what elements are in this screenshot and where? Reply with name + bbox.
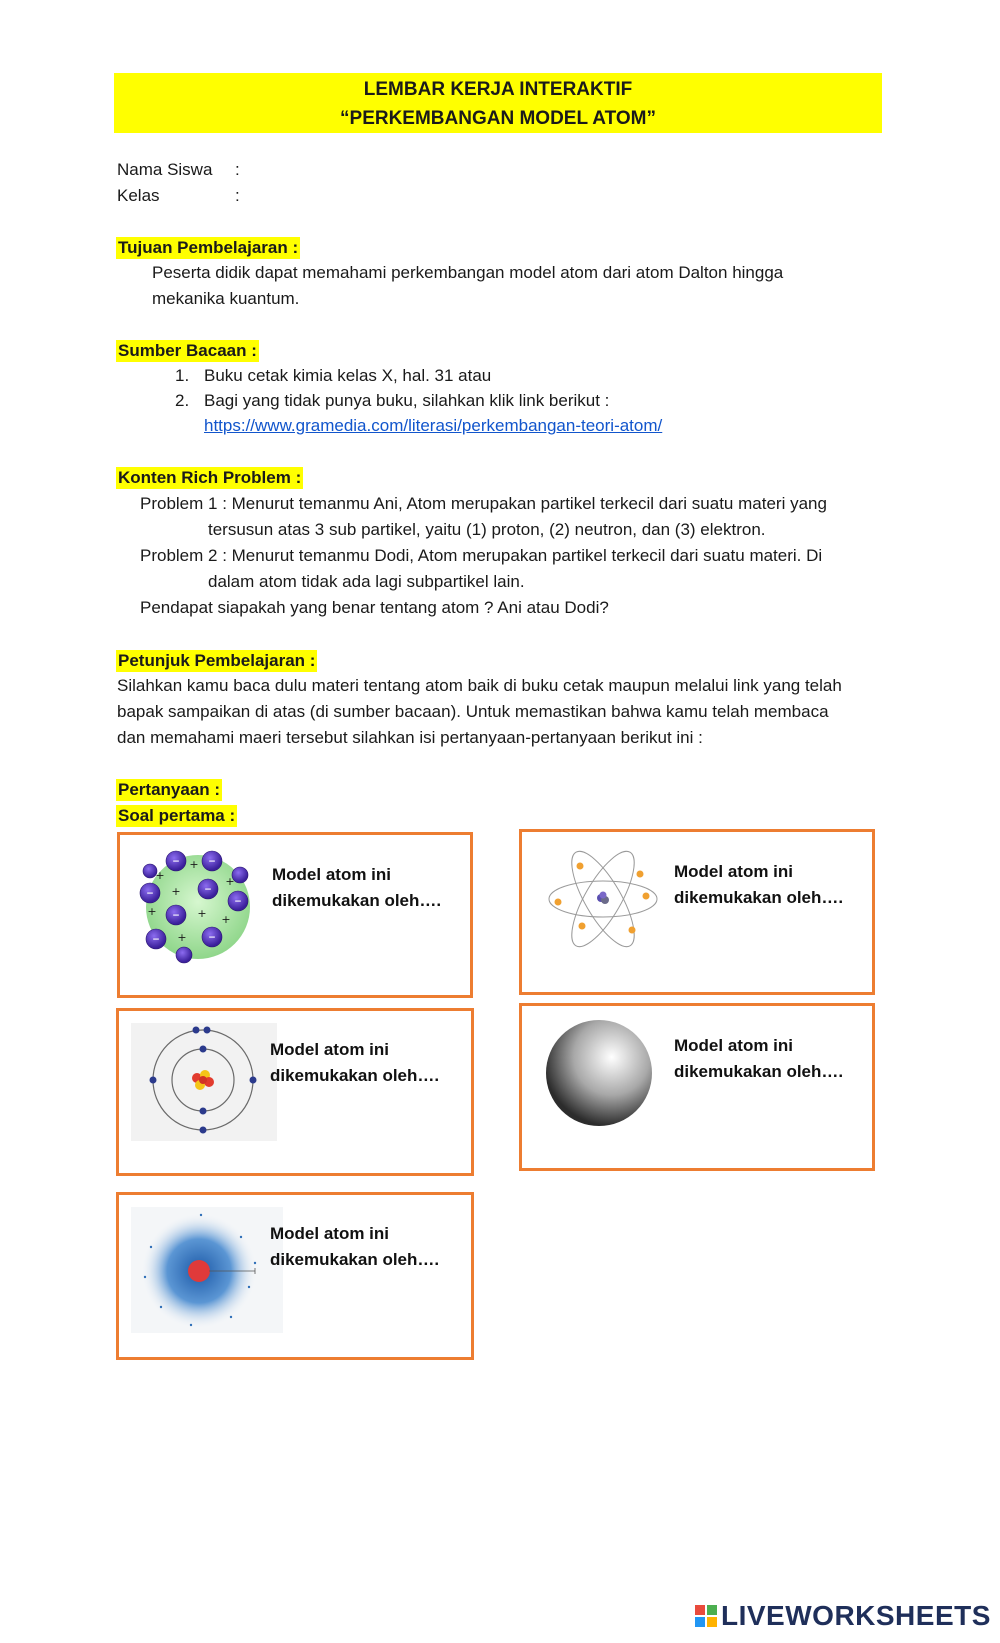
pertanyaan-heading: Pertanyaan : [118, 780, 221, 799]
student-name-row [117, 160, 240, 180]
card-4-line-2: dikemukakan oleh…. [674, 1062, 844, 1081]
petunjuk-heading: Petunjuk Pembelajaran : [118, 651, 316, 670]
title-banner [114, 73, 882, 133]
soal-pertama-heading: Soal pertama : [118, 806, 236, 825]
question-card-thomson [117, 832, 473, 998]
petunjuk-line-2: bapak sampaikan di atas (di sumber bacaan). Untuk memastikan bahwa kamu telah membaca [117, 702, 829, 721]
svg-text:+: + [197, 907, 207, 920]
liveworksheets-logo [695, 1600, 991, 1632]
problem-1-line-2: tersusun atas 3 sub partikel, yaitu (1) proton, (2) neutron, dan (3) elektron. [208, 520, 766, 539]
student-name-colon: : [235, 160, 240, 179]
svg-text:+: + [147, 905, 157, 918]
class-row [117, 186, 240, 206]
bohr-image-frame [131, 1023, 277, 1141]
card-5-line-2: dikemukakan oleh…. [270, 1250, 440, 1269]
svg-text:−: − [208, 857, 216, 867]
question-card-quantum [116, 1192, 474, 1360]
svg-text:−: − [146, 889, 154, 899]
rutherford-atom-icon [544, 844, 662, 954]
problem-question: Pendapat siapakah yang benar tentang atom ? Ani atau Dodi? [140, 598, 609, 617]
petunjuk-line-3: dan memahami maeri tersebut silahkan isi pertanyaan-pertanyaan berikut ini : [117, 728, 703, 747]
dalton-sphere-icon [544, 1018, 654, 1128]
tujuan-line-2: mekanika kuantum. [152, 289, 300, 308]
title-line-2: “PERKEMBANGAN MODEL ATOM” [340, 108, 656, 129]
svg-text:−: − [204, 885, 212, 895]
tujuan-line-1: Peserta didik dapat memahami perkembangan model atom dari atom Dalton hingga [152, 263, 784, 282]
question-card-rutherford [519, 829, 875, 995]
petunjuk-line-1: Silahkan kamu baca dulu materi tentang atom baik di buku cetak maupun melalui link yang telah [117, 676, 842, 695]
thomson-atom-icon [138, 849, 256, 969]
card-1-line-1: Model atom ini [272, 865, 391, 884]
question-card-dalton [519, 1003, 875, 1171]
svg-text:−: − [234, 897, 242, 907]
problem-1-line-1: Problem 1 : Menurut temanmu Ani, Atom merupakan partikel terkecil dari suatu materi yang [140, 494, 827, 513]
konten-heading: Konten Rich Problem : [118, 468, 302, 487]
svg-text:−: − [172, 911, 180, 921]
sumber-item-2: Bagi yang tidak punya buku, silahkan klik link berikut : [204, 391, 610, 410]
gramedia-link[interactable]: https://www.gramedia.com/literasi/perkembangan-teori-atom/ [204, 416, 663, 435]
problem-2-line-1: Problem 2 : Menurut temanmu Dodi, Atom merupakan partikel terkecil dari suatu materi. Di [140, 546, 823, 565]
card-3-line-2: dikemukakan oleh…. [270, 1066, 440, 1085]
svg-text:+: + [177, 931, 187, 944]
svg-text:+: + [155, 869, 165, 882]
svg-text:+: + [189, 858, 199, 871]
sumber-heading: Sumber Bacaan : [118, 341, 257, 360]
quantum-cloud-icon [131, 1207, 283, 1333]
student-name-label: Nama Siswa [117, 160, 213, 179]
sumber-item-2-num: 2. [175, 391, 190, 410]
svg-text:−: − [152, 935, 160, 945]
bohr-atom-icon [131, 1023, 277, 1141]
class-label: Kelas [117, 186, 160, 205]
svg-text:+: + [171, 885, 181, 898]
card-3-line-1: Model atom ini [270, 1040, 389, 1059]
svg-text:−: − [172, 857, 180, 867]
sumber-item-1: Buku cetak kimia kelas X, hal. 31 atau [204, 366, 492, 385]
card-2-line-1: Model atom ini [674, 862, 793, 881]
svg-text:+: + [221, 913, 231, 926]
problem-2-line-2: dalam atom tidak ada lagi subpartikel lain. [208, 572, 525, 591]
svg-text:+: + [225, 875, 235, 888]
card-5-line-1: Model atom ini [270, 1224, 389, 1243]
class-colon: : [235, 186, 240, 205]
card-2-line-2: dikemukakan oleh…. [674, 888, 844, 907]
tujuan-heading: Tujuan Pembelajaran : [118, 238, 299, 257]
liveworksheets-mark-icon [695, 1605, 717, 1627]
card-1-line-2: dikemukakan oleh…. [272, 891, 442, 910]
liveworksheets-wordmark: LIVEWORKSHEETS [721, 1600, 991, 1631]
card-4-line-1: Model atom ini [674, 1036, 793, 1055]
title-line-1: LEMBAR KERJA INTERAKTIF [363, 79, 633, 100]
quantum-image-frame [131, 1207, 283, 1333]
question-card-bohr [116, 1008, 474, 1176]
sumber-item-1-num: 1. [175, 366, 190, 385]
svg-text:−: − [208, 933, 216, 943]
